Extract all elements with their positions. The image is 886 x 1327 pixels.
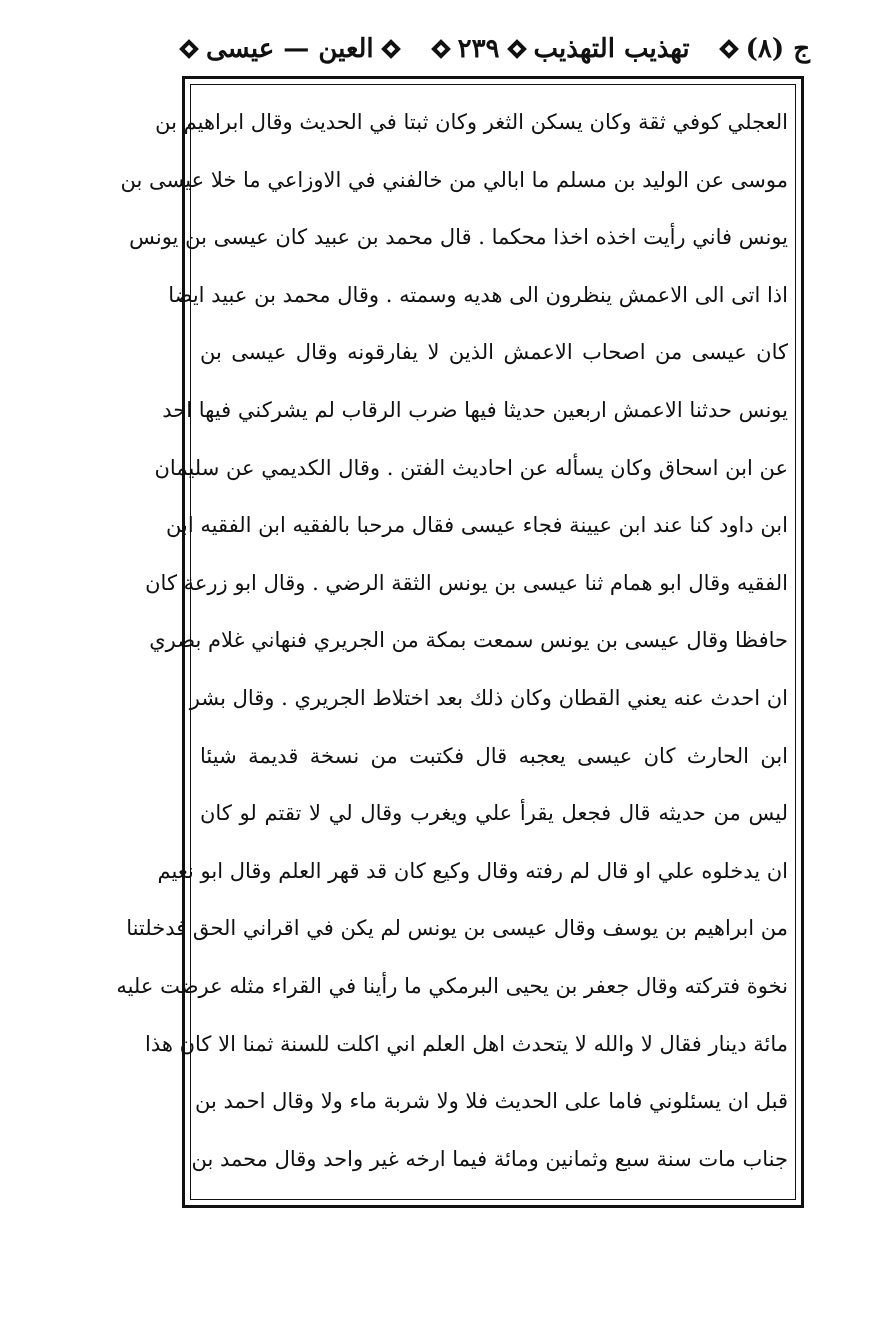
text-line: ان احدث عنه يعني القطان وكان ذلك بعد اختلاط الجريري . وقال بشر [189, 685, 788, 710]
text-line: نخوة فتركته وقال جعفر بن يحيى البرمكي ما رأينا في القراء مثله عرضت عليه [116, 973, 788, 998]
text-line: ليس من حديثه قال فجعل يقرأ علي ويغرب وقال لي لا تقتم لو كان [200, 801, 788, 826]
ornament-icon [430, 38, 452, 60]
text-line: يونس حدثنا الاعمش اربعين حديثا فيها ضرب الرقاب لم يشركني فيها احد [162, 397, 788, 422]
header-volume [718, 34, 810, 64]
text-line: عن ابن اسحاق وكان يسأله عن احاديث الفتن . وقال الكديمي عن سليمان [154, 455, 788, 480]
text-line: ان يدخلوه علي او قال لم رفته وقال وكيع كان قد قهر العلم وقال ابو نعيم [157, 858, 788, 883]
header-section [178, 34, 402, 64]
page-number: ٢٣٩ [457, 34, 500, 64]
text-line: ابن الحارث كان عيسى يعجبه قال فكتبت من نسخة قديمة شيئا [200, 743, 788, 768]
ornament-icon [718, 38, 740, 60]
text-line: قبل ان يسئلوني فاما على الحديث فلا ولا شربة ماء ولا وقال احمد بن [195, 1089, 788, 1114]
text-line: موسى عن الوليد بن مسلم ما ابالي من خالفني في الاوزاعي ما خلا عيسى بن [120, 167, 788, 192]
text-line: من ابراهيم بن يوسف وقال عيسى بن يونس لم يكن في اقراني الحق فدخلتنا [126, 916, 788, 941]
volume-label: ج (٨) [745, 34, 810, 64]
ornament-icon [506, 38, 528, 60]
text-line: كان عيسى من اصحاب الاعمش الذين لا يفارقونه وقال عيسى بن [200, 340, 788, 365]
section-title: العين — عيسى [206, 34, 374, 64]
header-center [430, 34, 690, 64]
running-header [178, 24, 810, 74]
ornament-icon [178, 38, 200, 60]
book-title: تهذيب التهذيب [533, 34, 690, 64]
text-body [116, 94, 788, 1188]
text-line: ابن داود كنا عند ابن عيينة فجاء عيسى فقال مرحبا بالفقيه ابن الفقيه ابن [166, 513, 788, 538]
text-line: مائة دينار فقال لا والله لا يتحدث اهل العلم اني اكلت للسنة ثمنا الا كان هذا [145, 1031, 788, 1056]
text-line: جناب مات سنة سبع وثمانين ومائة فيما ارخه غير واحد وقال محمد بن [191, 1146, 788, 1171]
text-line: الفقيه وقال ابو همام ثنا عيسى بن يونس الثقة الرضي . وقال ابو زرعة كان [145, 570, 788, 595]
text-line: العجلي كوفي ثقة وكان يسكن الثغر وكان ثبتا في الحديث وقال ابراهيم بن [155, 110, 788, 134]
text-line: حافظا وقال عيسى بن يونس سمعت بمكة من الجريري فنهاني غلام بصري [149, 628, 788, 653]
text-line: يونس فاني رأيت اخذه اخذا محكما . قال محمد بن عبيد كان عيسى بن يونس [129, 225, 788, 250]
text-line: اذا اتى الى الاعمش ينظرون الى هديه وسمته . وقال محمد بن عبيد ايضا [168, 282, 788, 307]
ornament-icon [380, 38, 402, 60]
